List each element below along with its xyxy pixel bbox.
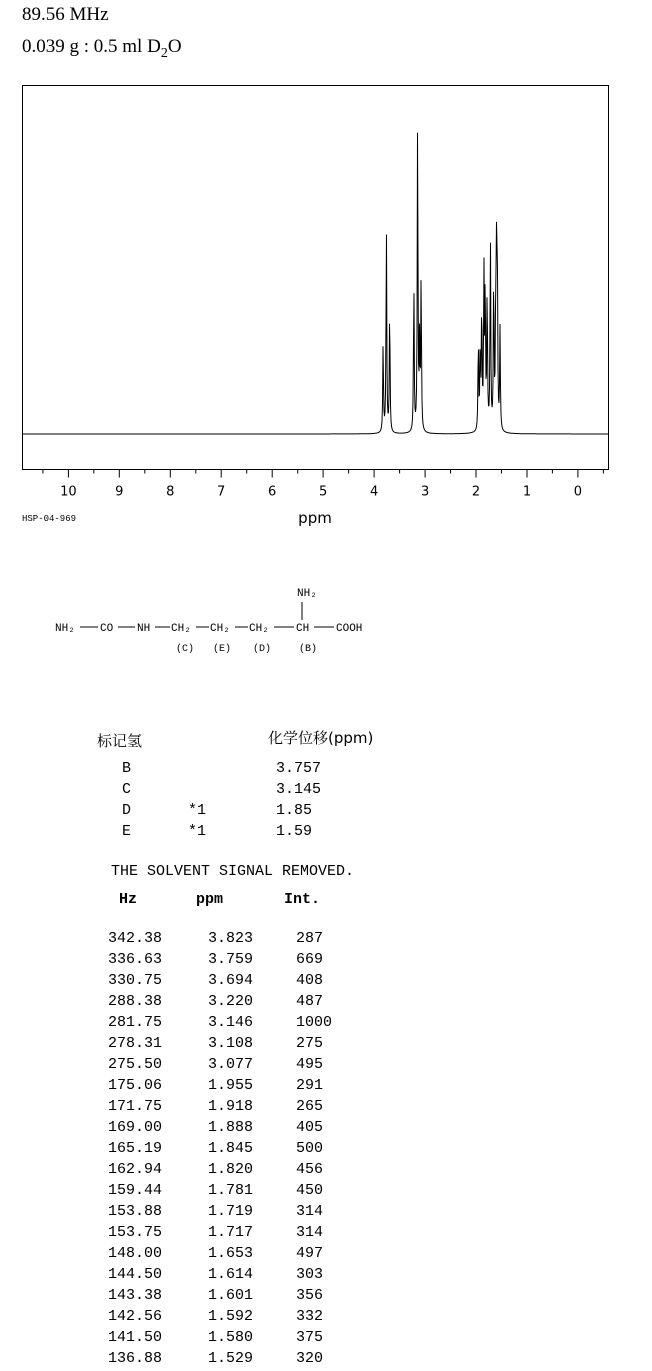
peak-hz: 175.06 [108,1077,163,1094]
peak-intensity: 408 [296,972,324,989]
peak-intensity: 495 [296,1056,324,1073]
proton-label-b: (B) [299,644,318,655]
assignment-note: *1 [188,802,207,819]
peak-row [108,1035,348,1056]
x-tick-label: 2 [471,484,481,500]
x-tick-label: 8 [166,484,175,500]
assignment-label: C [122,781,132,798]
sample-prefix: 0.039 g : 0.5 ml D [22,36,161,57]
proton-label-d: (D) [253,644,272,655]
peak-hz: 153.75 [108,1224,163,1241]
assignment-label: B [122,760,132,777]
peak-row [108,1161,348,1182]
peak-row [108,993,348,1014]
peak-hz: 148.00 [108,1245,163,1262]
assignment-header-shift: 化学位移(ppm) [268,729,374,747]
amine-group-top: NH₂ [297,588,317,600]
x-tick-label: 1 [522,484,532,500]
peak-hz: 330.75 [108,972,163,989]
assignment-shift: 1.59 [276,823,313,840]
peak-intensity: 500 [296,1140,324,1157]
proton-label-e: (E) [213,644,232,655]
peak-intensity: 456 [296,1161,324,1178]
structure-atom: CH₂ [210,623,230,635]
peak-intensity: 356 [296,1287,324,1304]
peak-intensity: 487 [296,993,324,1010]
structure-atom: CH₂ [249,623,269,635]
peak-ppm: 1.781 [208,1182,254,1199]
peak-ppm: 1.592 [208,1308,254,1325]
peak-ppm: 1.653 [208,1245,254,1262]
assignment-shift: 1.85 [276,802,313,819]
structure-atom: COOH [336,623,363,635]
structure-atom: CH₂ [171,623,191,635]
solvent-note: THE SOLVENT SIGNAL REMOVED. [111,863,355,880]
assignment-shift: 3.757 [276,760,322,777]
spectrometer-frequency: 89.56 MHz [22,4,109,25]
peak-hz: 275.50 [108,1056,163,1073]
peak-hz: 153.88 [108,1203,163,1220]
peak-row [108,1350,348,1371]
structure-atom: CO [100,623,114,635]
peak-row [108,951,348,972]
peak-ppm: 3.823 [208,930,254,947]
peak-row [108,1287,348,1308]
peak-row [108,1077,348,1098]
peak-intensity: 669 [296,951,324,968]
peak-intensity: 405 [296,1119,324,1136]
peak-hz: 144.50 [108,1266,163,1283]
peak-intensity: 314 [296,1203,324,1220]
peak-hz: 288.38 [108,993,163,1010]
peak-header-int: Int. [284,891,321,908]
x-tick-label: 9 [115,484,124,500]
peak-header-ppm: ppm [196,891,224,908]
peak-hz: 165.19 [108,1140,163,1157]
peak-intensity: 275 [296,1035,324,1052]
peak-ppm: 3.077 [208,1056,254,1073]
peak-ppm: 3.220 [208,993,254,1010]
peak-intensity: 332 [296,1308,324,1325]
peak-ppm: 1.888 [208,1119,254,1136]
peak-hz: 141.50 [108,1329,163,1346]
peak-ppm: 1.529 [208,1350,254,1367]
peak-row [108,930,348,951]
peak-ppm: 1.955 [208,1077,254,1094]
peak-ppm: 1.717 [208,1224,254,1241]
structure-atom: CH [296,623,310,635]
sample-suffix: O [167,36,182,57]
peak-hz: 169.00 [108,1119,163,1136]
x-tick-label: 0 [573,484,583,500]
peak-hz: 336.63 [108,951,163,968]
peak-ppm: 1.918 [208,1098,254,1115]
peak-row [108,1098,348,1119]
peak-ppm: 1.820 [208,1161,254,1178]
peak-intensity: 497 [296,1245,324,1262]
peak-row [108,1203,348,1224]
assignment-label: D [122,802,132,819]
peak-row [108,1329,348,1350]
peak-hz: 142.56 [108,1308,163,1325]
peak-row [108,1119,348,1140]
x-tick-label: 6 [268,484,277,500]
sample-subscript: 2 [160,45,168,61]
proton-label-c: (C) [176,644,195,655]
peak-ppm: 1.601 [208,1287,254,1304]
peak-row [108,1182,348,1203]
peak-ppm: 3.759 [208,951,254,968]
peak-header-hz: Hz [119,891,138,908]
peak-row [108,1014,348,1035]
peak-intensity: 450 [296,1182,324,1199]
peak-row [108,1056,348,1077]
peak-ppm: 3.146 [208,1014,254,1031]
peak-intensity: 303 [296,1266,324,1283]
peak-hz: 281.75 [108,1014,163,1031]
peak-hz: 136.88 [108,1350,163,1367]
peak-ppm: 1.719 [208,1203,254,1220]
peak-intensity: 265 [296,1098,324,1115]
peak-hz: 171.75 [108,1098,163,1115]
peak-ppm: 1.580 [208,1329,254,1346]
peak-row [108,1245,348,1266]
peak-ppm: 3.694 [208,972,254,989]
x-axis-label: ppm [298,509,332,527]
peak-intensity: 314 [296,1224,324,1241]
x-tick-label: 4 [369,484,379,500]
x-tick-label: 7 [217,484,226,500]
assignment-shift: 3.145 [276,781,322,798]
x-tick-label: 10 [60,484,77,500]
assignment-header-label: 标记氢 [97,732,143,750]
peak-hz: 342.38 [108,930,163,947]
peak-hz: 143.38 [108,1287,163,1304]
x-tick-label: 5 [318,484,328,500]
assignment-note: *1 [188,823,207,840]
structure-atom: NH [137,623,151,635]
peak-row [108,972,348,993]
x-tick-label: 3 [420,484,430,500]
peak-intensity: 287 [296,930,324,947]
peak-hz: 159.44 [108,1182,163,1199]
peak-ppm: 1.845 [208,1140,254,1157]
peak-row [108,1266,348,1287]
peak-list-table [108,930,348,1371]
peak-intensity: 291 [296,1077,324,1094]
structure-atom: NH₂ [55,623,75,635]
peak-intensity: 1000 [296,1014,333,1031]
peak-ppm: 3.108 [208,1035,254,1052]
peak-row [108,1140,348,1161]
peak-row [108,1224,348,1245]
peak-intensity: 320 [296,1350,324,1367]
peak-hz: 278.31 [108,1035,163,1052]
peak-intensity: 375 [296,1329,324,1346]
assignment-label: E [122,823,132,840]
peak-hz: 162.94 [108,1161,163,1178]
peak-ppm: 1.614 [208,1266,254,1283]
spectrum-code: HSP-04-969 [22,514,77,524]
peak-row [108,1308,348,1329]
